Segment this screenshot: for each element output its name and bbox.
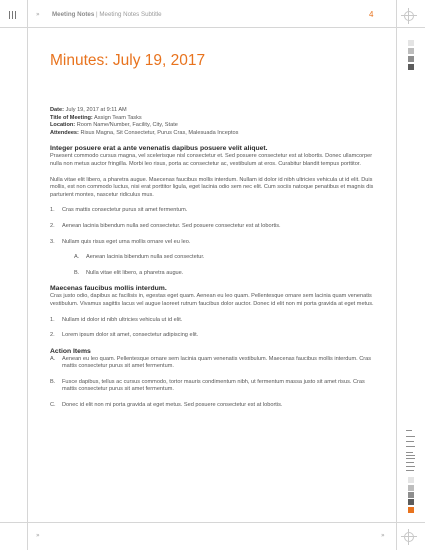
left-rule [27,0,28,550]
meta-location: Location: Room Name/Number, Facility, City, State [50,122,178,129]
running-header [52,11,162,18]
list-item: A. Aenean eu leo quam. Pellentesque ornare sem lacinia quam venenatis vestibulum. Maecenas faucibus mollis interdum. Cras mattis consectetur purus sit amet fermentum. [50,355,372,370]
list-item: 1. Cras mattis consectetur purus sit amet fermentum. [50,207,188,214]
list-item: 1. Nullam id dolor id nibh ultricies vehicula ut id elit. [50,316,183,323]
menu-icon[interactable] [9,11,18,19]
document-body [50,107,380,410]
header-subtitle: Meeting Notes Subtitle [99,11,162,18]
list-item: 2. Lorem ipsum dolor sit amet, consectetur adipiscing elit. [50,332,199,339]
bottom-swatch-3 [408,492,414,498]
crosshair-target-icon [401,8,417,24]
right-rule [396,0,397,550]
section2-heading: Maecenas faucibus mollis interdum. [50,285,167,293]
meta-date: Date: July 19, 2017 at 9:11 AM [50,107,127,113]
header-separator: | [96,11,98,18]
swatch-1 [408,40,414,46]
bottom-swatch-accent [408,507,414,513]
section1-list [50,207,380,277]
header-title: Meeting Notes [52,11,95,18]
bottom-swatch-4 [408,499,414,505]
list-item: 3. Nullam quis risus eget urna mollis ornare vel eu leo. A. Aenean lacinia bibendum nulla sed consectetur. B. Nulla vitae elit libero, a pharetra augue. [50,239,380,278]
footer-chevron-icon: » [36,532,39,539]
bottom-swatch-2 [408,485,414,491]
bottom-rule [0,522,425,523]
document-title: Minutes: July 19, 2017 [50,52,206,69]
action-items-heading: Action Items [50,347,91,355]
meta-attendees: Attendees: Risus Magna, Sit Consectetur, Purus Cras, Malesuada Inceptos [50,129,239,136]
section1-paragraph-2: Nulla vitae elit libero, a pharetra augue. Maecenas faucibus mollis interdum. Nullam id dolor id nibh ultricies vehicula ut id elit. Duis mollis, est non commodo luctus, nisi erat porttitor ligula, eget lacinia odio sem nec elit. Cum sociis natoque penatibus et magnis dis parturient montes, nascetur ridiculus mus. [50,176,374,198]
list-item: A. Aenean lacinia bibendum nulla sed consectetur. [74,254,205,261]
list-item: B. Fusce dapibus, tellus ac cursus commodo, tortor mauris condimentum nibh, ut fermentum massa justo sit amet risus. Cras mattis consectetur purus sit amet fermentum. [50,378,365,393]
top-rule [0,27,425,28]
bottom-swatch-1 [408,477,414,483]
section1-paragraph-1: Praesent commodo cursus magna, vel scelerisque nisl consectetur et. Sed posuere consectetur est at lobortis. Donec ullamcorper nulla non metus auctor fringilla. Morbi leo risus, porta ac consectetur ac, vestibulum at eros. Curabitur blandit tempus porttitor. [50,153,373,167]
swatch-2 [408,48,414,54]
meeting-meta [50,107,380,137]
meta-title: Title of Meeting: Assign Team Tasks [50,114,142,121]
list-item: 2. Aenean lacinia bibendum nulla sed consectetur. Sed posuere consectetur est at lobortis. [50,222,281,229]
section1-sublist [74,254,380,277]
swatch-4 [408,64,414,70]
section2-list [50,317,380,340]
list-item: B. Nulla vitae elit libero, a pharetra augue. [74,269,184,276]
page-number: 4 [369,10,374,19]
footer-chevron-right-icon: » [381,532,384,539]
list-item: C. Donec id elit non mi porta gravida at eget metus. Sed posuere consectetur est at lobortis. [50,402,283,409]
double-chevron-icon: » [36,11,39,18]
action-items-list [50,356,380,410]
section1-heading: Integer posuere erat a ante venenatis dapibus posuere velit aliquet. [50,145,268,153]
swatch-3 [408,56,414,62]
section2-paragraph: Cras justo odio, dapibus ac facilisis in, egestas eget quam. Aenean eu leo quam. Pellentesque ornare sem lacinia quam venenatis vestibulum. Vivamus sagittis lacus vel augue laoreet rutrum faucibus dolor auctor. Donec id elit non mi porta gravida at eget metus. [50,293,374,307]
crosshair-target-icon [401,529,417,545]
